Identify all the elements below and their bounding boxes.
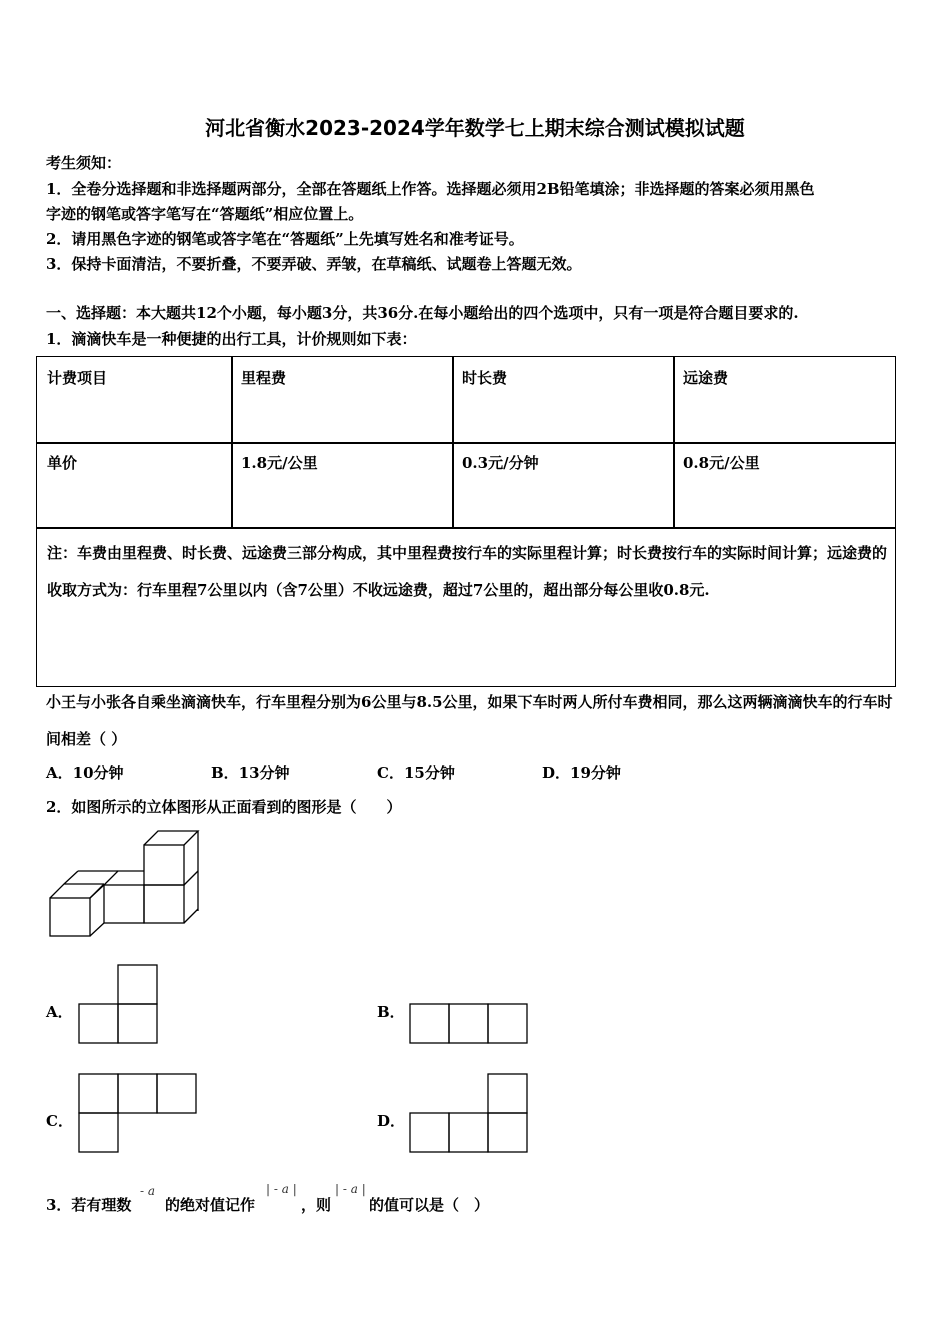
q1-stem: 1．滴滴快车是一种便捷的出行工具，计价规则如下表：: [46, 330, 417, 348]
q2-option-b-label[interactable]: B．: [377, 1003, 405, 1021]
q1-option-d[interactable]: D．19分钟: [542, 764, 621, 782]
q3-text-2: 的绝对值记作: [165, 1196, 256, 1214]
q3-expr-abs-1: | - a |: [266, 1182, 297, 1196]
table-cell-mileage-price: 1.8元/公里: [241, 454, 318, 472]
table-header-item: 计费项目: [47, 369, 108, 387]
notice-heading: 考生须知：: [46, 154, 122, 172]
cube-figure: [40, 828, 220, 943]
q2-stem: 2．如图所示的立体图形从正面看到的图形是（ ）: [46, 798, 402, 816]
notice-item-3: 3．保持卡面清洁，不要折叠，不要弄破、弄皱，在草稿纸、试题卷上答题无效。: [46, 255, 582, 273]
q3-text-3: ，则: [301, 1196, 332, 1214]
q2-option-d-label[interactable]: D．: [377, 1112, 406, 1130]
table-cell-longdistance-price: 0.8元/公里: [683, 454, 760, 472]
page-title: 河北省衡水2023-2024学年数学七上期末综合测试模拟试题: [205, 116, 745, 140]
q1-option-c[interactable]: C．15分钟: [377, 764, 455, 782]
q2-option-c-figure[interactable]: [78, 1073, 200, 1155]
table-header-longdistance: 远途费: [683, 369, 729, 387]
notice-item-2: 2．请用黑色字迹的钢笔或答字笔在“答题纸”上先填写姓名和准考证号。: [46, 230, 524, 248]
table-cell-duration-price: 0.3元/分钟: [462, 454, 539, 472]
q2-option-d-figure[interactable]: [409, 1073, 531, 1155]
table-cell-unit: 单价: [47, 454, 78, 472]
q3-expr-neg-a: - a: [140, 1184, 156, 1198]
q2-option-b-figure[interactable]: [409, 1003, 531, 1047]
q3-expr-abs-2: | - a |: [335, 1182, 366, 1196]
q3-text-1: 3．若有理数: [46, 1196, 132, 1214]
q2-option-a-label[interactable]: A．: [46, 1003, 73, 1021]
table-note: 注：车费由里程费、时长费、远途费三部分构成，其中里程费按行车的实际里程计算；时长费按行车的实际时间计算；远途费的收取方式为：行车里程7公里以内（含7公里）不收远途费，超过7公里的，超出部分每公里收0.8元.: [47, 544, 888, 599]
table-header-duration: 时长费: [462, 369, 508, 387]
fare-table: [36, 356, 896, 687]
q3-text-4: 的值可以是（ ）: [369, 1196, 490, 1214]
q1-option-b[interactable]: B．13分钟: [211, 764, 290, 782]
q1-question: 小王与小张各自乘坐滴滴快车，行车里程分别为6公里与8.5公里，如果下车时两人所付车费相同，那么这两辆滴滴快车的行车时间相差（ ）: [46, 693, 893, 748]
q1-option-a[interactable]: A．10分钟: [46, 764, 124, 782]
table-header-mileage: 里程费: [241, 369, 287, 387]
section-heading: 一、选择题：本大题共12个小题，每小题3分，共36分.在每小题给出的四个选项中，只有一项是符合题目要求的.: [46, 304, 799, 322]
q2-option-a-figure[interactable]: [78, 964, 160, 1046]
notice-item-1: 1．全卷分选择题和非选择题两部分，全部在答题纸上作答。选择题必须用2B铅笔填涂；非选择题的答案必须用黑色: [46, 180, 815, 198]
notice-item-1-cont: 字迹的钢笔或答字笔写在“答题纸”相应位置上。: [46, 205, 364, 223]
q2-option-c-label[interactable]: C．: [46, 1112, 73, 1130]
